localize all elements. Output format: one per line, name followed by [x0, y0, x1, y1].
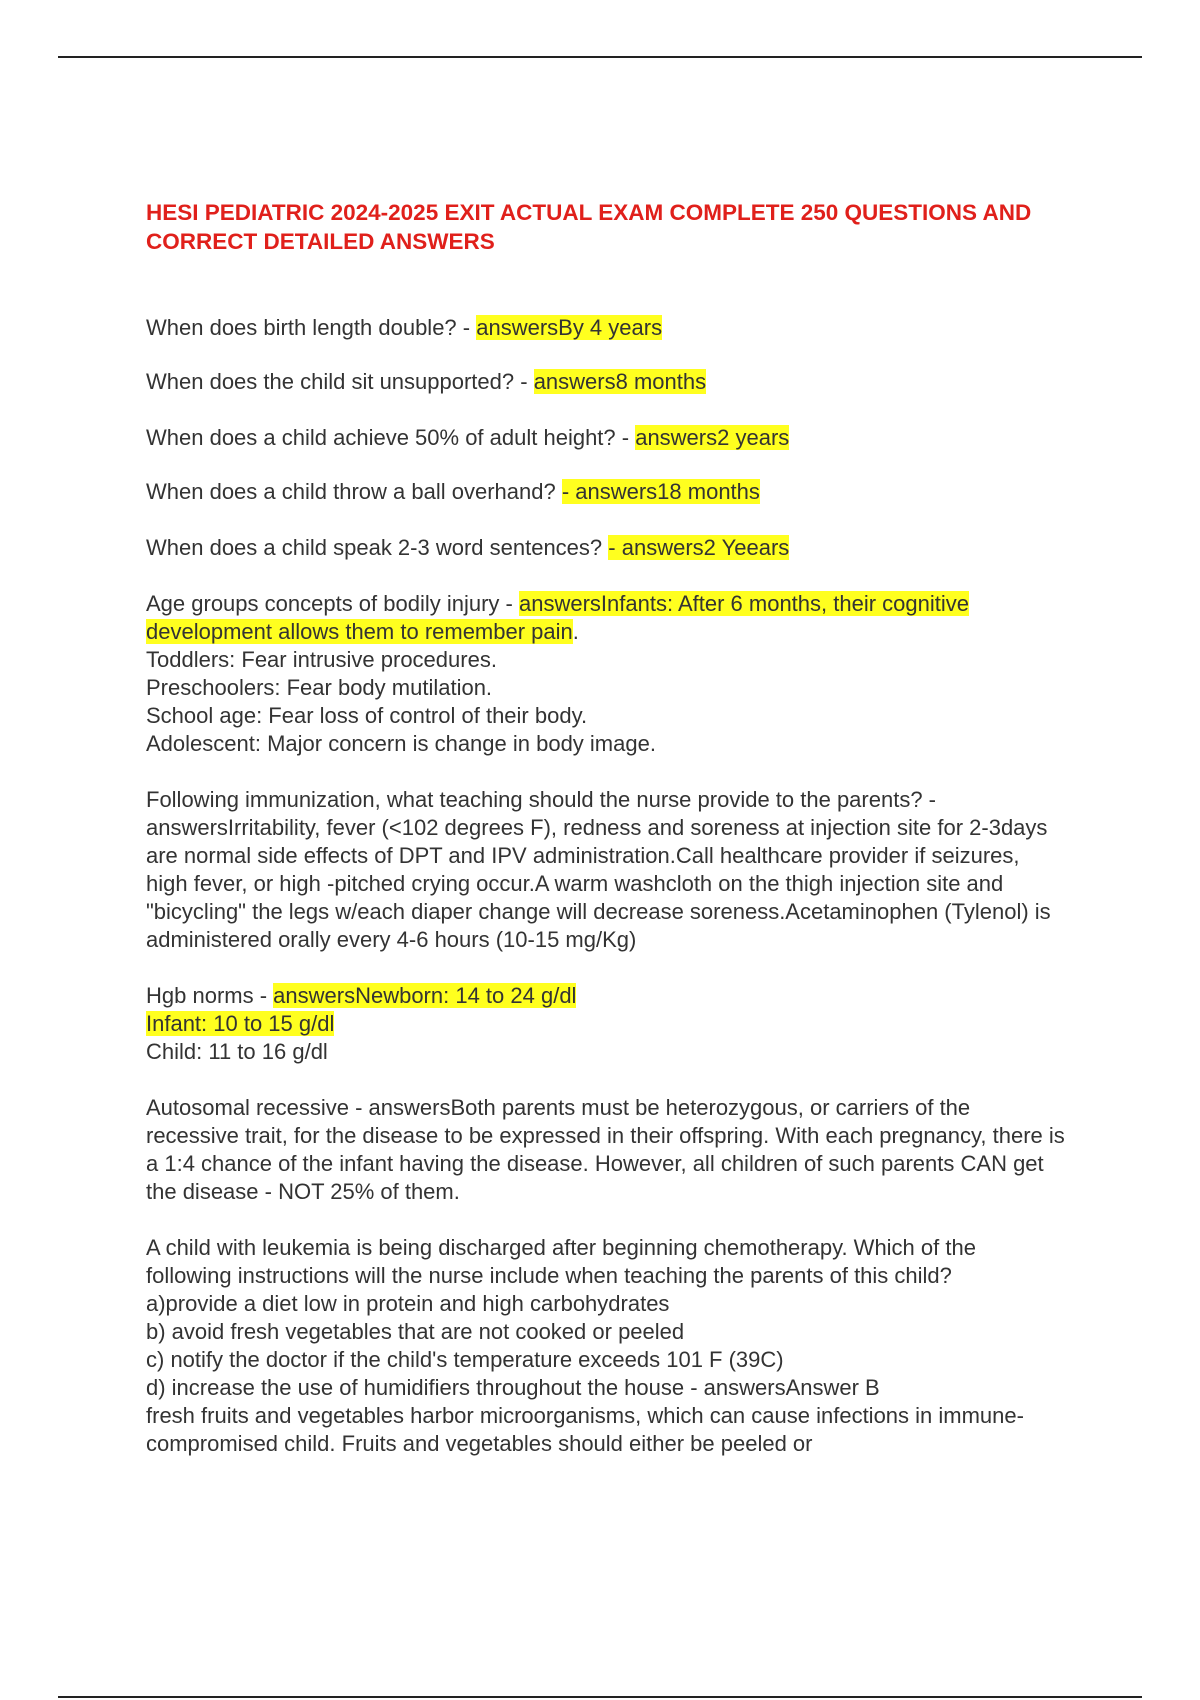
answer-line: Preschoolers: Fear body mutilation.: [146, 675, 493, 700]
highlighted-answer: answersNewborn: 14 to 24 g/dl: [273, 983, 577, 1008]
qa-item-bodily-injury: [146, 590, 1066, 758]
answer-line: School age: Fear loss of control of their body.: [146, 703, 588, 728]
option-d: d) increase the use of humidifiers throughout the house - answersAnswer B: [146, 1375, 880, 1400]
highlighted-answer: answers8 months: [533, 369, 707, 394]
question-text: When does the child sit unsupported? -: [146, 369, 534, 394]
option-c: c) notify the doctor if the child's temperature exceeds 101 F (39C): [146, 1347, 784, 1372]
top-rule: [58, 56, 1142, 58]
question-text: When does a child achieve 50% of adult height? -: [146, 425, 636, 450]
rationale-text: fresh fruits and vegetables harbor microorganisms, which can cause infections in immune-compromised child. Fruits and vegetables should either be peeled or: [146, 1403, 1024, 1456]
qa-item: [146, 368, 1066, 396]
qa-item-immunization: Following immunization, what teaching should the nurse provide to the parents? - answersIrritability, fever (<102 degrees F), redness and soreness at injection site for 2-3days are normal side effects of DPT and IPV administration.Call healthcare provider if seizures, high fever, or high -pitched crying occur.A warm washcloth on the thigh injection site and "bicycling" the legs w/each diaper change will decrease soreness.Acetaminophen (Tylenol) is administered orally every 4-6 hours (10-15 mg/Kg): [146, 787, 1051, 952]
answer-line: Adolescent: Major concern is change in body image.: [146, 731, 656, 756]
highlighted-answer: Infant: 10 to 15 g/dl: [146, 1011, 335, 1036]
answer-line: Child: 11 to 16 g/dl: [146, 1039, 328, 1064]
qa-item: [146, 534, 1066, 562]
option-b: b) avoid fresh vegetables that are not cooked or peeled: [146, 1319, 685, 1344]
answer-tail: .: [572, 619, 579, 644]
qa-item-hgb: [146, 982, 1066, 1066]
question-text: When does birth length double? -: [146, 315, 477, 340]
highlighted-answer: - answers2 Yeears: [608, 535, 790, 560]
qa-item: [146, 478, 1066, 506]
highlighted-answer: answersBy 4 years: [476, 315, 663, 340]
qa-item-autosomal: Autosomal recessive - answersBoth parents must be heterozygous, or carriers of the recessive trait, for the disease to be expressed in their offspring. With each pregnancy, there is a 1:4 chance of the infant having the disease. However, all children of such parents CAN get the disease - NOT 25% of them.: [146, 1095, 1065, 1204]
qa-item-leukemia: [146, 1234, 1066, 1458]
option-a: a)provide a diet low in protein and high carbohydrates: [146, 1291, 670, 1316]
question-text: When does a child speak 2-3 word sentences?: [146, 535, 609, 560]
question-text: When does a child throw a ball overhand?: [146, 479, 562, 504]
document-body: [146, 198, 1066, 1458]
qa-item: [146, 424, 1066, 452]
highlighted-answer: - answers18 months: [561, 479, 760, 504]
answer-line: Toddlers: Fear intrusive procedures.: [146, 647, 497, 672]
bottom-rule: [58, 1696, 1142, 1698]
highlighted-answer: answersInfants: After 6 months, their cognitive development allows them to remember pain: [146, 591, 969, 644]
qa-item: [146, 314, 1066, 342]
document-title: HESI PEDIATRIC 2024-2025 EXIT ACTUAL EXAM COMPLETE 250 QUESTIONS AND CORRECT DETAILED ANSWERS: [146, 200, 1032, 254]
highlighted-answer: answers2 years: [635, 425, 790, 450]
question-text: Age groups concepts of bodily injury -: [146, 591, 519, 616]
question-text: Hgb norms -: [146, 983, 274, 1008]
question-stem: A child with leukemia is being discharged after beginning chemotherapy. Which of the following instructions will the nurse include when teaching the parents of this child?: [146, 1235, 976, 1288]
